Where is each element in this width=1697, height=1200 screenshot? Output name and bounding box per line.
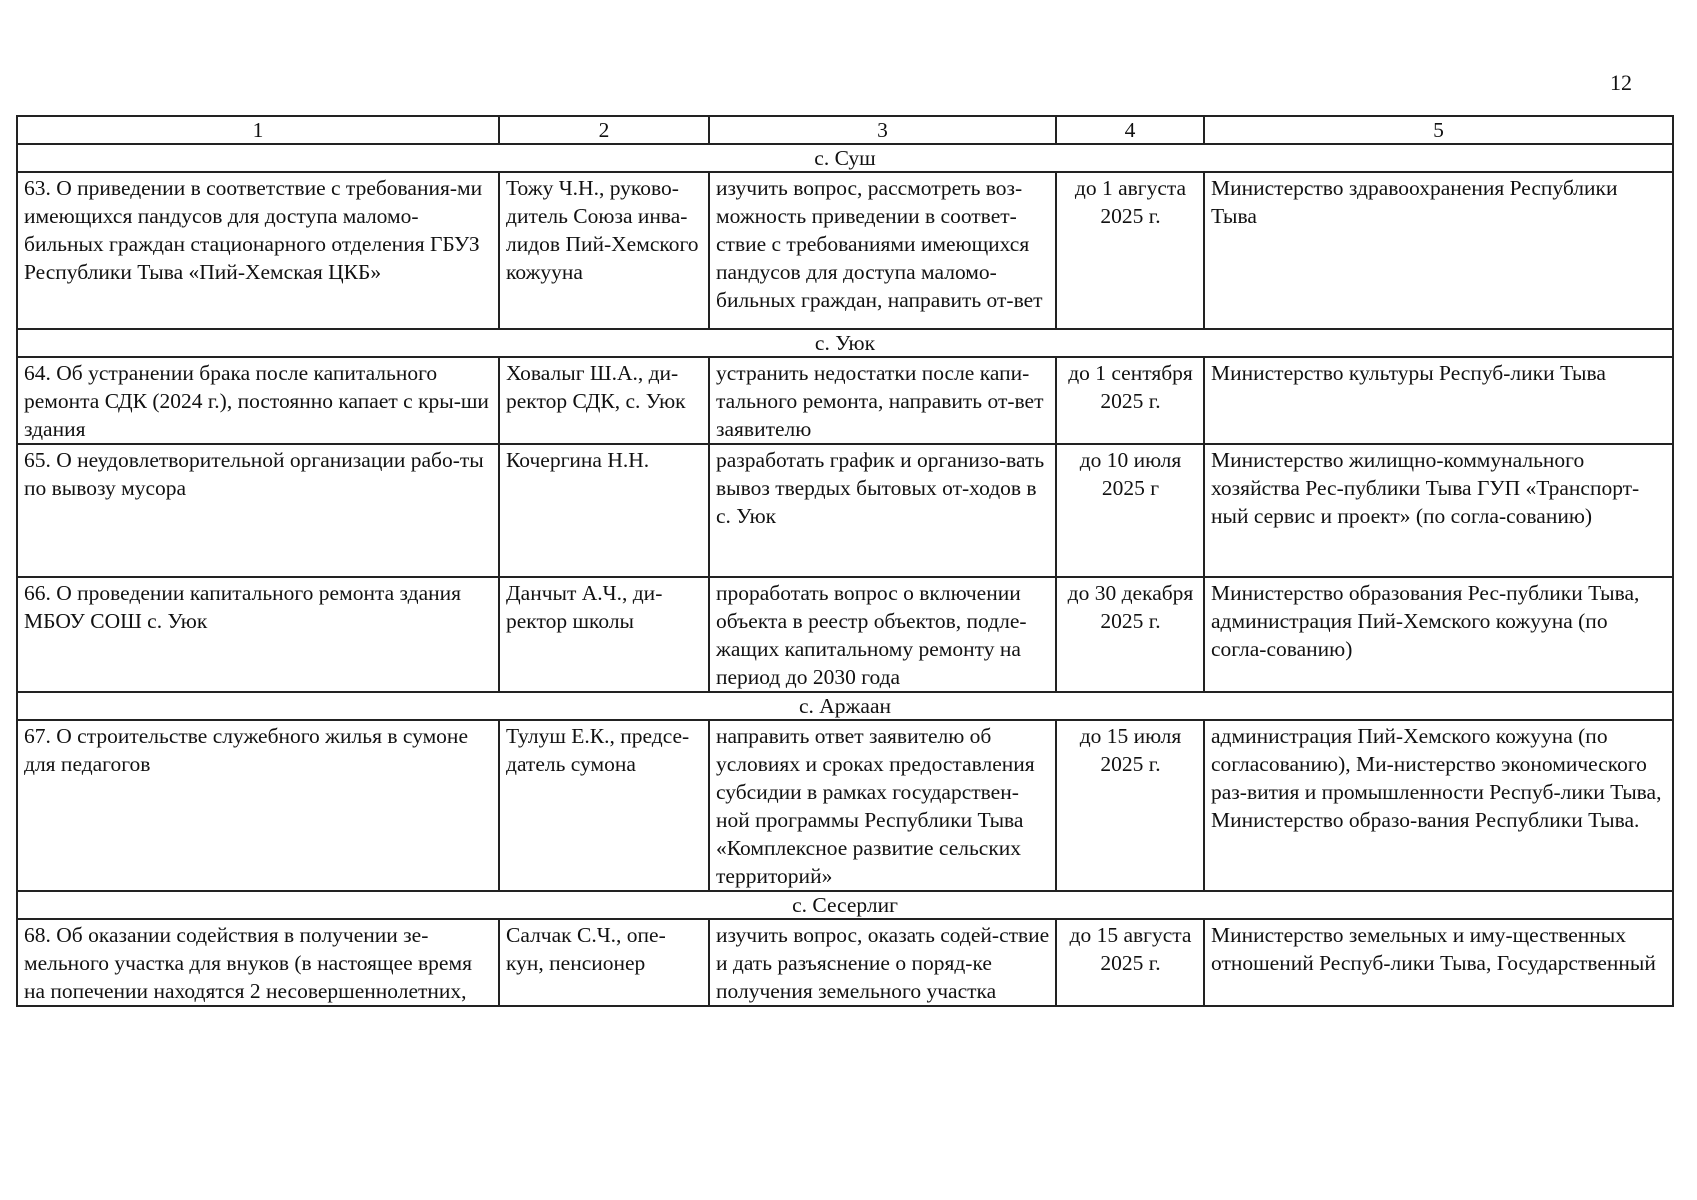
deadline-cell: до 15 августа 2025 г. [1056,919,1204,1006]
column-header: 1 [17,116,499,144]
issue-cell: 65. О неудовлетворительной организации рабо-ты по вывозу мусора [17,444,499,577]
deadline-cell: до 15 июля 2025 г. [1056,720,1204,891]
locality-label: с. Уюк [17,329,1673,357]
column-header: 3 [709,116,1056,144]
responsible-cell: Министерство жилищно-коммунального хозяйства Рес-публики Тыва ГУП «Транспорт-ный сервис и проект» (по согла-сованию) [1204,444,1673,577]
table-row [17,577,1673,692]
responsible-cell: Министерство земельных и иму-щественных отношений Респуб-лики Тыва, Государственный [1204,919,1673,1006]
applicant-cell: Ховалыг Ш.А., ди-ректор СДК, с. Уюк [499,357,709,444]
locality-row [17,144,1673,172]
issue-cell: 67. О строительстве служебного жилья в сумоне для педагогов [17,720,499,891]
responsible-cell: Министерство здравоохранения Республики Тыва [1204,172,1673,329]
table-row [17,444,1673,577]
applicant-cell: Кочергина Н.Н. [499,444,709,577]
applicant-cell: Данчыт А.Ч., ди-ректор школы [499,577,709,692]
locality-label: с. Сесерлиг [17,891,1673,919]
applicant-cell: Салчак С.Ч., опе-кун, пенсионер [499,919,709,1006]
deadline-cell: до 30 декабря 2025 г. [1056,577,1204,692]
locality-label: с. Аржаан [17,692,1673,720]
column-header: 5 [1204,116,1673,144]
deadline-cell: до 1 сентября 2025 г. [1056,357,1204,444]
table-row [17,172,1673,329]
responsible-cell: Министерство образования Рес-публики Тыва, администрация Пий-Хемского кожууна (по согла-сованию) [1204,577,1673,692]
locality-row [17,329,1673,357]
header-row [17,116,1673,144]
deadline-cell: до 10 июля 2025 г [1056,444,1204,577]
responsible-cell: Министерство культуры Респуб-лики Тыва [1204,357,1673,444]
issue-cell: 64. Об устранении брака после капитального ремонта СДК (2024 г.), постоянно капает с кры-ши здания [17,357,499,444]
issue-cell: 68. Об оказании содействия в получении зе-мельного участка для внуков (в настоящее время на попечении находятся 2 несовершеннолетних, [17,919,499,1006]
action-cell: проработать вопрос о включении объекта в реестр объектов, подле-жащих капитальному ремонту на период до 2030 года [709,577,1056,692]
locality-row [17,891,1673,919]
action-cell: изучить вопрос, оказать содей-ствие и дать разъяснение о поряд-ке получения земельного участка [709,919,1056,1006]
issue-cell: 66. О проведении капитального ремонта здания МБОУ СОШ с. Уюк [17,577,499,692]
action-cell: разработать график и организо-вать вывоз твердых бытовых от-ходов в с. Уюк [709,444,1056,577]
applicant-cell: Тулуш Е.К., предсе-датель сумона [499,720,709,891]
responsible-cell: администрация Пий-Хемского кожууна (по согласованию), Ми-нистерство экономического раз-вития и промышленности Респуб-лики Тыва, Министерство образо-вания Республики Тыва. [1204,720,1673,891]
locality-label: с. Суш [17,144,1673,172]
action-cell: изучить вопрос, рассмотреть воз-можность приведении в соответ-ствие с требованиями имеющихся пандусов для доступа маломо-бильных граждан, направить от-вет [709,172,1056,329]
resolution-table [16,115,1674,1007]
table-row [17,720,1673,891]
column-header: 2 [499,116,709,144]
issue-cell: 63. О приведении в соответствие с требования-ми имеющихся пандусов для доступа маломо-бильных граждан стационарного отделения ГБУЗ Республики Тыва «Пий-Хемская ЦКБ» [17,172,499,329]
table-row [17,357,1673,444]
locality-row [17,692,1673,720]
deadline-cell: до 1 августа 2025 г. [1056,172,1204,329]
action-cell: направить ответ заявителю об условиях и сроках предоставления субсидии в рамках государствен-ной программы Республики Тыва «Комплексное развитие сельских территорий» [709,720,1056,891]
column-header: 4 [1056,116,1204,144]
applicant-cell: Тожу Ч.Н., руково-дитель Союза инва-лидов Пий-Хемского кожууна [499,172,709,329]
table-row [17,919,1673,1006]
action-cell: устранить недостатки после капи-тального ремонта, направить от-вет заявителю [709,357,1056,444]
page-number: 12 [1610,70,1632,95]
